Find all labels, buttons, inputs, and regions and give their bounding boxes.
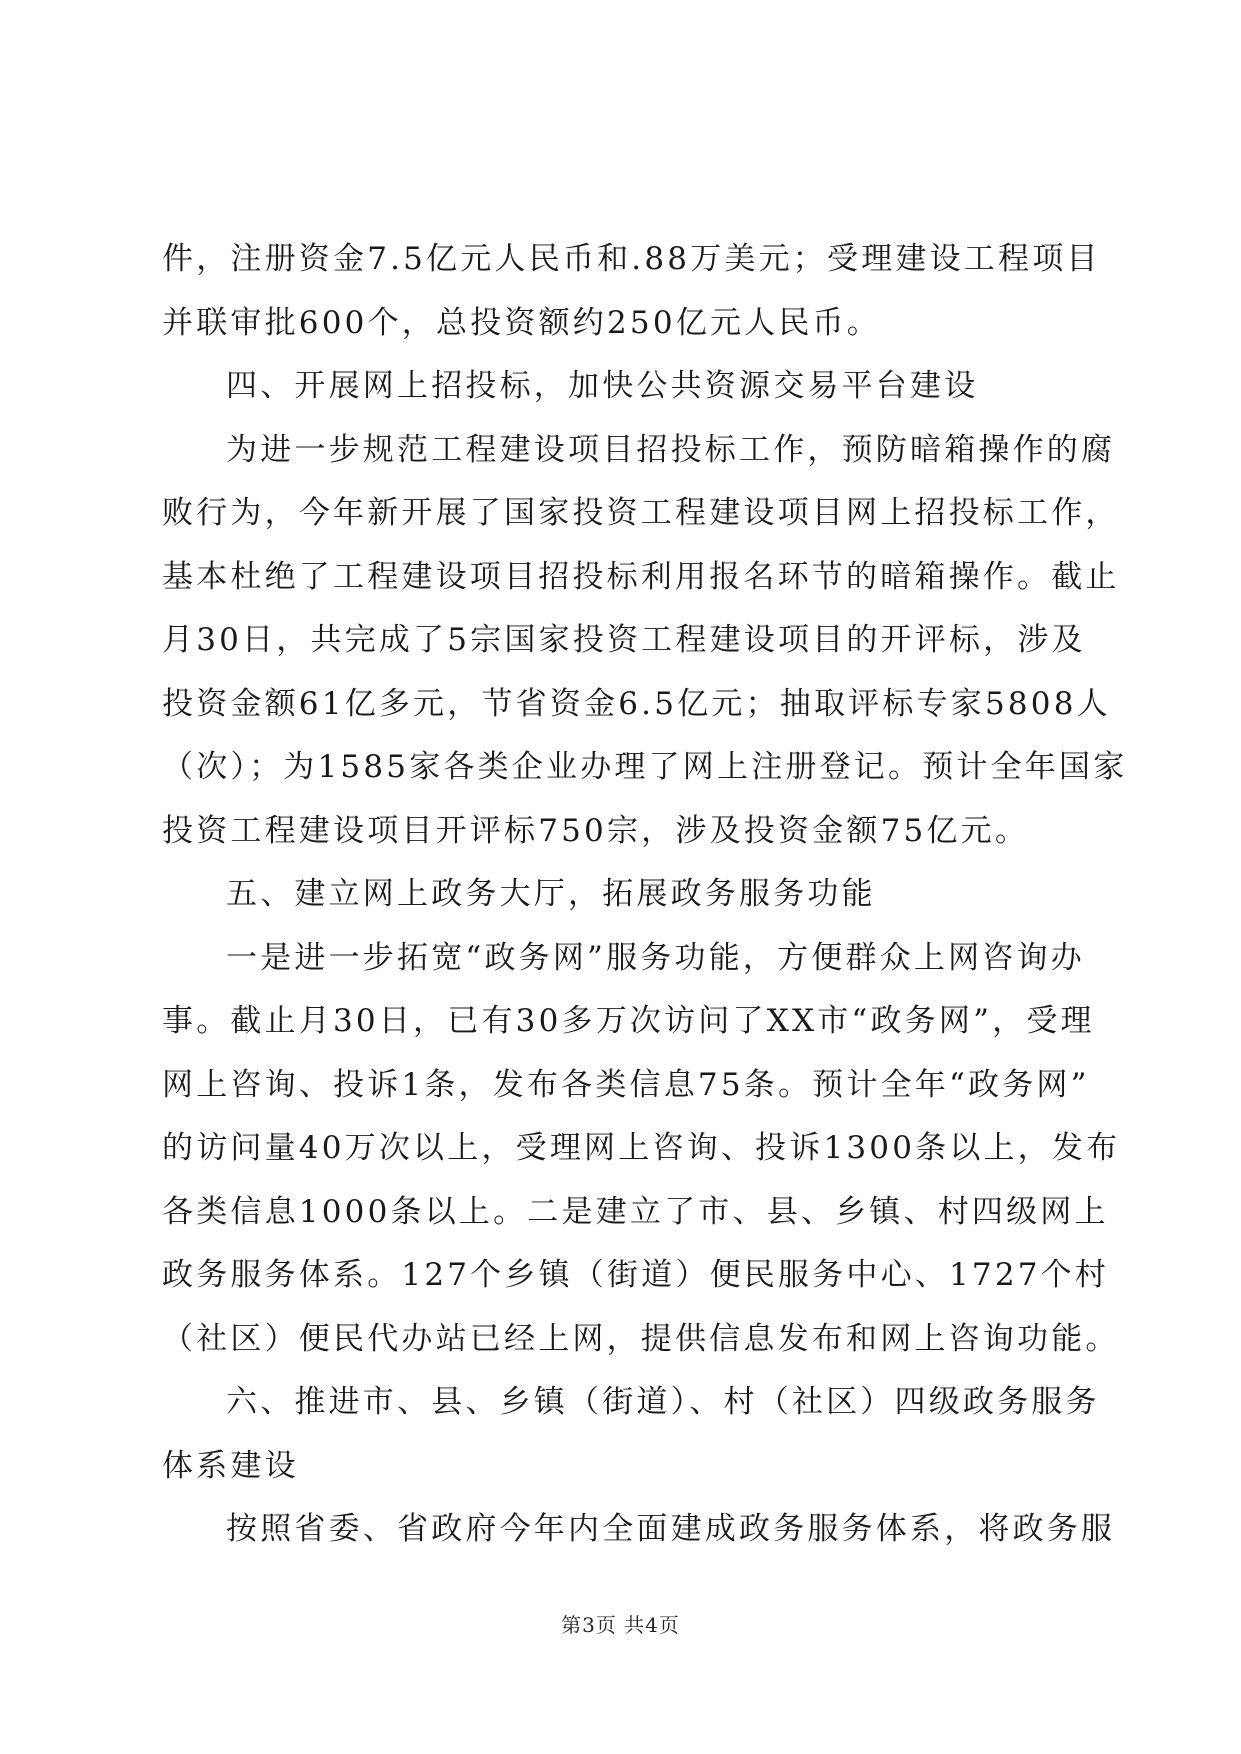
text-line: 基本杜绝了工程建设项目招投标利用报名环节的暗箱操作。截止	[162, 558, 1120, 595]
section-heading: 体系建设	[162, 1447, 299, 1484]
text-line: 网上咨询、投诉1条，发布各类信息75条。预计全年“政务网”	[162, 1066, 1090, 1103]
text-line: 事。截止月30日，已有30多万次访问了XX市“政务网”，受理	[162, 1003, 1095, 1039]
text-line: （社区）便民代办站已经上网，提供信息发布和网上咨询功能。	[162, 1320, 1120, 1357]
text-line: 各类信息1000条以上。二是建立了市、县、乡镇、村四级网上	[162, 1193, 1109, 1230]
text-line: 败行为，今年新开展了国家投资工程建设项目网上招投标工作，	[162, 495, 1120, 531]
text-line: 的访问量40万次以上，受理网上咨询、投诉1300条以上，发布	[162, 1130, 1121, 1166]
section-heading: 四、开展网上招投标，加快公共资源交易平台建设	[226, 368, 979, 404]
text-line: 按照省委、省政府今年内全面建成政务服务体系，将政务服	[226, 1511, 1116, 1547]
section-heading: 六、推进市、县、乡镇（街道）、村（社区）四级政务服务	[226, 1384, 1100, 1420]
section-heading: 五、建立网上政务大厅，拓展政务服务功能	[226, 876, 876, 912]
page-number-footer: 第3页 共4页	[561, 1613, 680, 1637]
text-line: 为进一步规范工程建设项目招投标工作，预防暗箱操作的腐	[226, 431, 1116, 468]
text-line: 投资工程建设项目开评标750宗，涉及投资金额75亿元。	[162, 812, 1030, 849]
text-line: 一是进一步拓宽“政务网”服务功能，方便群众上网咨询办	[226, 939, 1085, 976]
document-body	[162, 228, 1128, 1562]
text-line: （次）；为1585家各类企业办理了网上注册登记。预计全年国家	[162, 749, 1128, 785]
text-line: 投资金额61亿多元，节省资金6.5亿元；抽取评标专家5808人	[162, 685, 1111, 722]
text-line: 月30日，共完成了5宗国家投资工程建设项目的开评标，涉及	[162, 622, 1086, 658]
text-line: 政务服务体系。127个乡镇（街道）便民服务中心、1727个村	[162, 1257, 1110, 1293]
text-line: 并联审批600个，总投资额约250亿元人民币。	[162, 304, 881, 341]
text-line: 件，注册资金7.5亿元人民币和.88万美元；受理建设工程项目	[162, 241, 1101, 277]
